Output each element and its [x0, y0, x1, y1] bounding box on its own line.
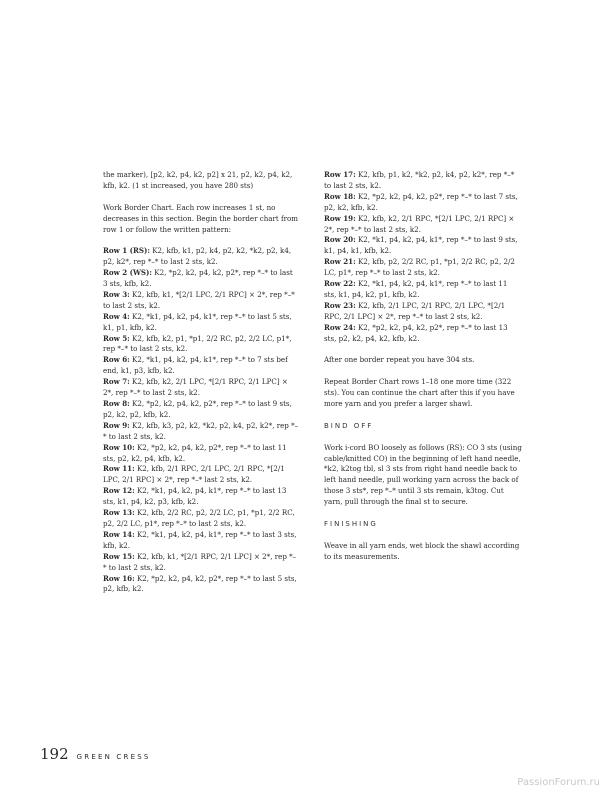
page-footer — [40, 745, 151, 763]
row-label: Row 5: — [103, 333, 130, 343]
row-instructions: K2, kfb, k2, 2/1 LPC, *[2/1 RPC, 2/1 LPC] × 2*, rep *–* to last 2 sts, k2. — [103, 377, 288, 398]
row-instructions: K2, *p2, k2, p4, k2, p2*, rep *–* to last 7 sts, p2, k2, kfb, k2. — [324, 191, 518, 212]
repeat-chart-paragraph: Repeat Border Chart rows 1–18 one more time (322 sts). You can continue the chart after this if you have more yarn and you prefer a larger shawl. — [324, 377, 515, 408]
pattern-row — [324, 257, 522, 279]
row-instructions: K2, *k1, p4, k2, p4, k1*, rep *–* to 7 sts bef end, k1, p3, kfb, k2. — [103, 355, 288, 376]
row-label: Row 17: — [324, 170, 356, 179]
row-instructions: K2, *k1, p4, k2, p4, k1*, rep *–* to last 3 sts, kfb, k2. — [103, 529, 297, 550]
watermark-text: PassionForum.ru — [517, 777, 600, 788]
pattern-row — [324, 323, 522, 345]
row-instructions: K2, kfb, 2/1 LPC, 2/1 RPC, 2/1 LPC, *[2/1 RPC, 2/1 LPC] × 2*, rep *–* to last 2 sts, k2. — [324, 300, 506, 321]
row-label: Row 1 (RS): — [103, 246, 150, 256]
row-instructions: K2, kfb, k2, 2/1 RPC, *[2/1 LPC, 2/1 RPC] × 2*, rep *–* to last 2 sts, k2. — [324, 213, 515, 234]
row-label: Row 12: — [103, 486, 135, 496]
pattern-row — [324, 170, 522, 192]
row-instructions: K2, kfb, k3, p2, k2, *k2, p2, k4, p2, k2*, rep *–* to last 2 sts, k2. — [103, 420, 299, 441]
row-label: Row 10: — [103, 442, 135, 452]
pattern-row — [103, 421, 299, 443]
row-label: Row 7: — [103, 377, 130, 387]
pattern-row — [103, 443, 299, 465]
row-instructions: K2, kfb, k1, *[2/1 RPC, 2/1 LPC] × 2*, rep *–* to last 2 sts, k2. — [103, 551, 297, 572]
left-row-list — [103, 246, 299, 595]
pattern-row — [324, 235, 522, 257]
row-label: Row 3: — [103, 289, 130, 299]
pattern-row — [103, 574, 299, 596]
row-instructions: K2, *p2, k2, p4, k2, p2*, rep *–* to last 3 sts, kfb, k2. — [103, 268, 293, 289]
row-label: Row 15: — [103, 551, 135, 561]
row-label: Row 9: — [103, 420, 130, 430]
pattern-row — [103, 377, 299, 399]
row-instructions: K2, *k1, p4, k2, p4, k1*, rep *–* to last 9 sts, k1, p4, k1, kfb, k2. — [324, 235, 518, 256]
row-instructions: K2, kfb, k1, p2, k4, p2, k2, *k2, p2, k4, p2, k2*, rep *–* to last 2 sts, k2. — [103, 246, 292, 267]
row-instructions: K2, kfb, p2, 2/2 RC, p1, *p1, 2/2 RC, p2, 2/2 LC, p1*, rep *–* to last 2 sts, k2. — [324, 257, 515, 278]
right-row-list — [324, 170, 522, 345]
finishing-heading: FINISHING — [324, 519, 378, 528]
pattern-row — [103, 508, 299, 530]
pattern-row — [324, 301, 522, 323]
row-label: Row 23: — [324, 300, 356, 310]
row-instructions: K2, *p2, k2, p4, k2, p2*, rep *–* to last 9 sts, p2, k2, p2, kfb, k2. — [103, 399, 292, 419]
page-number: 192 — [40, 745, 69, 763]
pattern-row — [324, 214, 522, 236]
instructions-paragraph: Work Border Chart. Each row increases 1 st, no decreases in this section. Begin the border chart from row 1 or follow the written pattern: — [103, 202, 299, 234]
pattern-row — [103, 530, 299, 552]
row-label: Row 6: — [103, 355, 130, 365]
row-instructions: K2, kfb, 2/1 RPC, 2/1 LPC, 2/1 RPC, *[2/1 LPC, 2/1 RPC] × 2*, rep *–* last 2 sts, k2. — [103, 464, 285, 485]
pattern-row — [103, 355, 299, 377]
pattern-row — [103, 246, 299, 268]
intro-paragraph: the marker), [p2, k2, p4, k2, p2] x 21, p2, k2, p4, k2, kfb, k2. (1 st increased, you have 280 sts) — [103, 170, 293, 190]
row-label: Row 18: — [324, 191, 356, 201]
book-title: GREEN CRESS — [76, 753, 151, 761]
row-label: Row 24: — [324, 322, 356, 332]
pattern-row — [103, 312, 299, 334]
right-column — [324, 170, 522, 573]
row-instructions: K2, kfb, p1, k2, *k2, p2, k4, p2, k2*, rep *–* to last 2 sts, k2. — [324, 170, 515, 190]
row-label: Row 2 (WS): — [103, 268, 153, 278]
pattern-row — [103, 399, 299, 421]
row-instructions: K2, *p2, k2, p4, k2, p2*, rep *–* to last 13 sts, p2, k2, p4, k2, kfb, k2. — [324, 322, 508, 343]
bind-off-heading: BIND OFF — [324, 421, 374, 430]
row-instructions: K2, *k1, p4, k2, p4, k1*, rep *–* to last 13 sts, k1, p4, k2, p3, kfb, k2. — [103, 486, 287, 507]
pattern-row — [103, 464, 299, 486]
pattern-row — [103, 268, 299, 290]
after-repeat-paragraph: After one border repeat you have 304 sts. — [324, 355, 475, 365]
row-instructions: K2, kfb, k2, p1, *p1, 2/2 RC, p2, 2/2 LC, p1*, rep *–* to last 2 sts, k2. — [103, 333, 292, 354]
bind-off-paragraph: Work i-cord BO loosely as follows (RS): CO 3 sts (using cable/knitted CO) in the beginning of left hand needle, *k2, k2tog tbl, sl 3 sts from right hand needle back to left hand needle, pull working yarn across the back of those 3 sts*, rep *–* until 3 sts remain, k3tog. Cut yarn, pull through the final st to secure. — [324, 442, 522, 507]
finishing-paragraph: Weave in all yarn ends, wet block the shawl according to its measurements. — [324, 540, 520, 561]
row-label: Row 8: — [103, 399, 130, 408]
row-instructions: K2, kfb, k1, *[2/1 LPC, 2/1 RPC] × 2*, rep *–* to last 2 sts, k2. — [103, 289, 295, 310]
left-column — [103, 170, 299, 595]
pattern-row — [324, 279, 522, 301]
pattern-row — [324, 192, 522, 214]
row-instructions: K2, *p2, k2, p4, k2, p2*, rep *–* to last 5 sts, p2, kfb, k2. — [103, 573, 297, 594]
pattern-row — [103, 290, 299, 312]
row-label: Row 14: — [103, 529, 135, 539]
row-instructions: K2, *k1, p4, k2, p4, k1*, rep *–* to last 5 sts, k1, p1, kfb, k2. — [103, 311, 292, 332]
row-instructions: K2, *p2, k2, p4, k2, p2*, rep *–* to last 11 sts, p2, k2, p4, kfb, k2. — [103, 442, 287, 463]
row-label: Row 4: — [103, 311, 130, 321]
pattern-row — [103, 552, 299, 574]
row-label: Row 21: — [324, 257, 356, 267]
pattern-row — [103, 334, 299, 356]
row-instructions: K2, *k1, p4, k2, p4, k1*, rep *–* to last 11 sts, k1, p4, k2, p1, kfb, k2. — [324, 279, 508, 299]
row-label: Row 22: — [324, 279, 356, 289]
row-label: Row 19: — [324, 213, 356, 223]
row-label: Row 20: — [324, 235, 356, 245]
row-instructions: K2, kfb, 2/2 RC, p2, 2/2 LC, p1, *p1, 2/2 RC, p2, 2/2 LC, p1*, rep *–* to last 2 sts, k2. — [103, 508, 295, 528]
row-label: Row 13: — [103, 508, 135, 518]
pattern-row — [103, 486, 299, 508]
row-label: Row 11: — [103, 464, 135, 474]
row-label: Row 16: — [103, 573, 135, 583]
